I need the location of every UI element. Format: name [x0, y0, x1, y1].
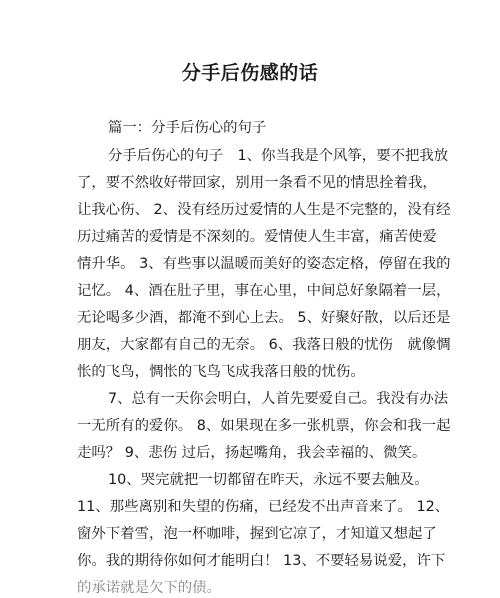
- text-line: 怅的飞鸟，惆怅的飞鸟飞成我落日般的忧伤。: [77, 364, 365, 380]
- text-line: 无论喝多少酒，都淹不到心上去。 5、好聚好散，以后还是: [77, 310, 451, 326]
- text-line: 一无所有的爱你。 8、如果现在多一张机票，你会和我一起: [77, 418, 451, 434]
- text-line: 分手后伤心的句子 1、你当我是个风筝，要不把我放: [108, 148, 449, 164]
- text-line: 让我心伤、 2、没有经历过爱情的人生是不完整的，没有经: [77, 202, 451, 218]
- section-heading: 篇一：分手后伤心的句子: [108, 120, 267, 136]
- text-line: 7、总有一天你会明白，人首先要爱自己。我没有办法: [108, 391, 449, 407]
- text-line: 11、那些离别和失望的伤痛，已经发不出声音来了。 12、: [77, 499, 450, 515]
- text-line: 历过痛苦的爱情是不深刻的。爱情使人生丰富，痛苦使爱: [77, 229, 437, 245]
- text-line: 情升华。 3、有些事以温暖而美好的姿态定格，停留在我的: [77, 256, 451, 272]
- text-line: 朋友，大家都有自己的无奈。 6、我落日般的忧伤 就像惆: [77, 337, 451, 353]
- text-line: 窗外下着雪，泡一杯咖啡，握到它凉了，才知道又想起了: [77, 526, 437, 542]
- text-line: 的承诺就是欠下的债。: [77, 580, 221, 596]
- text-line: 10、哭完就把一切都留在昨天，永远不要去触及。: [108, 472, 429, 488]
- text-line: 记忆。 4、酒在肚子里，事在心里，中间总好象隔着一层，: [77, 283, 451, 299]
- text-line: 你。我的期待你如何才能明白！ 13、不要轻易说爱，许下: [77, 553, 446, 569]
- document-title: 分手后伤感的话: [181, 62, 319, 84]
- text-line: 了，要不然收好带回家，别用一条看不见的情思拴着我，: [77, 175, 437, 191]
- text-line: 走吗？ 9、悲伤 过后，扬起嘴角，我会幸福的、微笑。: [77, 445, 427, 461]
